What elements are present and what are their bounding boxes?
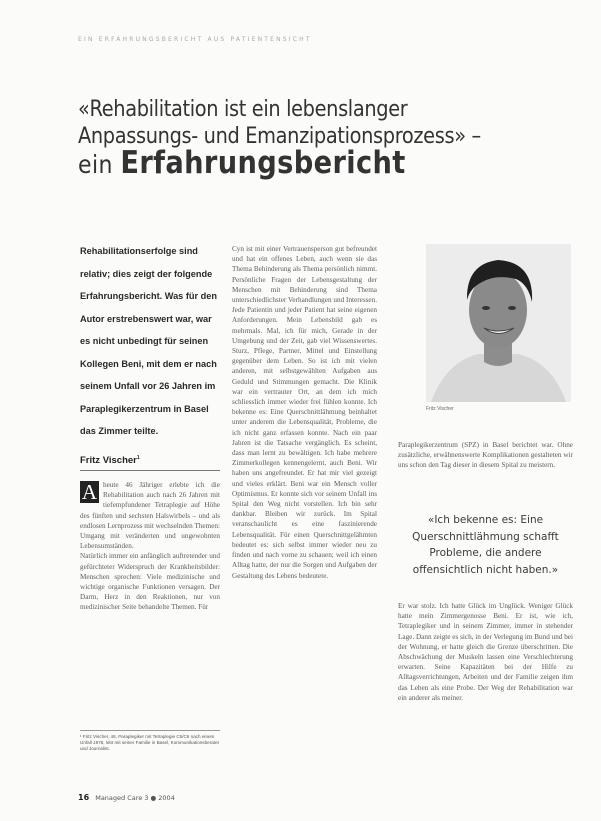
body-text-2: Cyn ist mit einer Vertrauensperson gut befreundet und hat ein offenes Leben, auch wenn sie das Thema Behinderung als Thema persönlich nimmt. Persönliche Fragen der Lebensgestaltung der Menschen mit Behinderung sind Thema unterschiedlichster Verhandlungen und Interessen. Jede Patientin und jeder Patient hat seine eigenen Anforderungen. Mein Lebensbild gab es mehrmals. Mal, ich für mich, Gerade in der Umgebung und der Zeit, gab viel Wissenswertes. Sturz, Pflege, Partner, Mittel und Einstellung gegenüber dem Leben. So ist ich mit vielen anderen, mit selbstgewählten Aufgaben aus Geduld und Stimmungen gemacht. Die Klinik war ein vertrauter Ort, an dem ich mich schliesslich immer wieder frei fühlen konnte. Ich bekenne es: Eine Querschnittlähmung beinhaltet unter anderem die Lebensqualität, Probleme, die ich nicht ganz erfassen konnte. Nach ein paar Jahren ist die Tatsache vergänglich. Es scheint, dass man lernt zu bewältigen. Ich habe mehrere Zimmerkollegen kennengelernt, auch Beni. Wir haben uns angefreundet. Er hat mir viel gezeigt und vieles erklärt. Beni war ein Mensch voller Optimismus. Er konnte sich vor seinem Unfall ins Spital den Weg nicht vorstellen. Ich bin sehr dankbar. Bleiben wir zurück. Im Spital veranschaulicht es eine faszinierende Lebensqualität. Für einen Querschnittgelähmten bedeutet es: sich selbst immer wieder neu zu finden und nach vorne zu schauen; weil ich einen Alltag hatte, der nur die Sorgen und Aufgaben der Gestaltung des Lebens bedeutete. <box>232 245 377 580</box>
body-text-3: Paraplegikerzentrum (SPZ) in Basel berichtet war. Ohne zusätzliche, erwähnenswerte Komplikationen gestalteten wir uns schon den Tag dieser in diesem Spital zu meistern. <box>398 441 573 470</box>
footnote-marker: 1 <box>136 455 140 461</box>
body-text-1: heute 46 Jähriger erlebte ich die Rehabilitation auch nach 26 Jahren mit tiefempfundener Tetraplegie auf Höhe des fünften und sechsten Halswirbels – und als endlosen Lernprozess mit wechselnden Themen: Umgang mit veränderten und ungewohnten Lebensumständen. <box>80 481 220 551</box>
body-paragraph-2: Natürlich immer ein anfänglich auftretender und gefürchteter Widerspruch der Krankheitsbilder: Menschen sprechen: Viele medizinische und wichtige organische Funktionen versagen. Der Darm, Herz in den Reaktionen, nur von medizinischer Seite behandelte Themen. Für <box>80 552 220 612</box>
page-number: 16 <box>78 793 90 802</box>
body-column-2 <box>232 244 377 808</box>
title-line-3-prefix: ein <box>78 150 113 179</box>
page-footer <box>78 793 175 802</box>
body-column-3b <box>398 601 573 809</box>
author-rule <box>80 470 220 471</box>
body-column-3 <box>398 440 573 500</box>
title-line-3 <box>78 145 518 181</box>
portrait-image <box>426 244 571 402</box>
lead-paragraph: Rehabilitationserfolge sind relativ; dies zeigt der folgende Erfahrungsbericht. Was für den Autor erstrebenswert war, war es nicht unbedingt für seinen Kollegen Beni, mit dem er nach seinem Unfall vor 26 Jahren im Paraplegikerzentrum in Basel das Zimmer teilte. <box>80 246 217 436</box>
drop-cap: A <box>81 480 98 504</box>
pull-quote: «Ich bekenne es: Eine Querschnittlähmung schafft Probleme, die andere offensichtlich nicht haben.» <box>412 514 559 576</box>
title-line-1: «Rehabilitation ist ein lebenslanger <box>78 97 408 122</box>
article-title <box>78 96 518 181</box>
photo-caption: Fritz Vischer <box>426 406 454 412</box>
body-paragraph-1 <box>80 480 220 551</box>
body-text-3b: Er war stolz. Ich hatte Glück im Unglück. Weniger Glück hatte mein Zimmergenosse Beni. Er ist, wie ich, Tetraplegiker und in seinem Zimmer, immer in stehender Lage. Dann zeigte es sich, in der Verlegung im Bund und bei der Wohnung, er hatte gleich die Grenze überschritten. Die Abschwächung der Muskeln lassen eine Verschlechterung erwarten. Seine Kapazitäten bei der Hilfe zu Alltagsverrichtungen, Arbeiten und der Familie zeigen ihm das Leben als eine Probe. Der Weg der Rehabilitation war ein anderer als meiner. <box>398 602 573 702</box>
section-label: EIN ERFAHRUNGSBERICHT AUS PATIENTENSICHT <box>78 36 312 43</box>
title-line-3-bold: Erfahrungsbericht <box>120 145 406 181</box>
publication-name: Managed Care 3 ● 2004 <box>95 794 175 802</box>
title-line-2: Anpassungs- und Emanzipationsprozess» – <box>78 124 481 149</box>
body-column-1 <box>80 480 220 708</box>
footnote: ¹ Fritz Vischer, 46, Paraplegiker mit Tetraplegie C5/C6 nach einem Unfall 1978, lebt mit seiner Familie in Basel, Kommunikationsberater und Journalist. <box>80 730 220 753</box>
author-name: Fritz Vischer <box>80 455 137 467</box>
author-photo <box>426 244 571 402</box>
author-byline <box>80 455 140 466</box>
